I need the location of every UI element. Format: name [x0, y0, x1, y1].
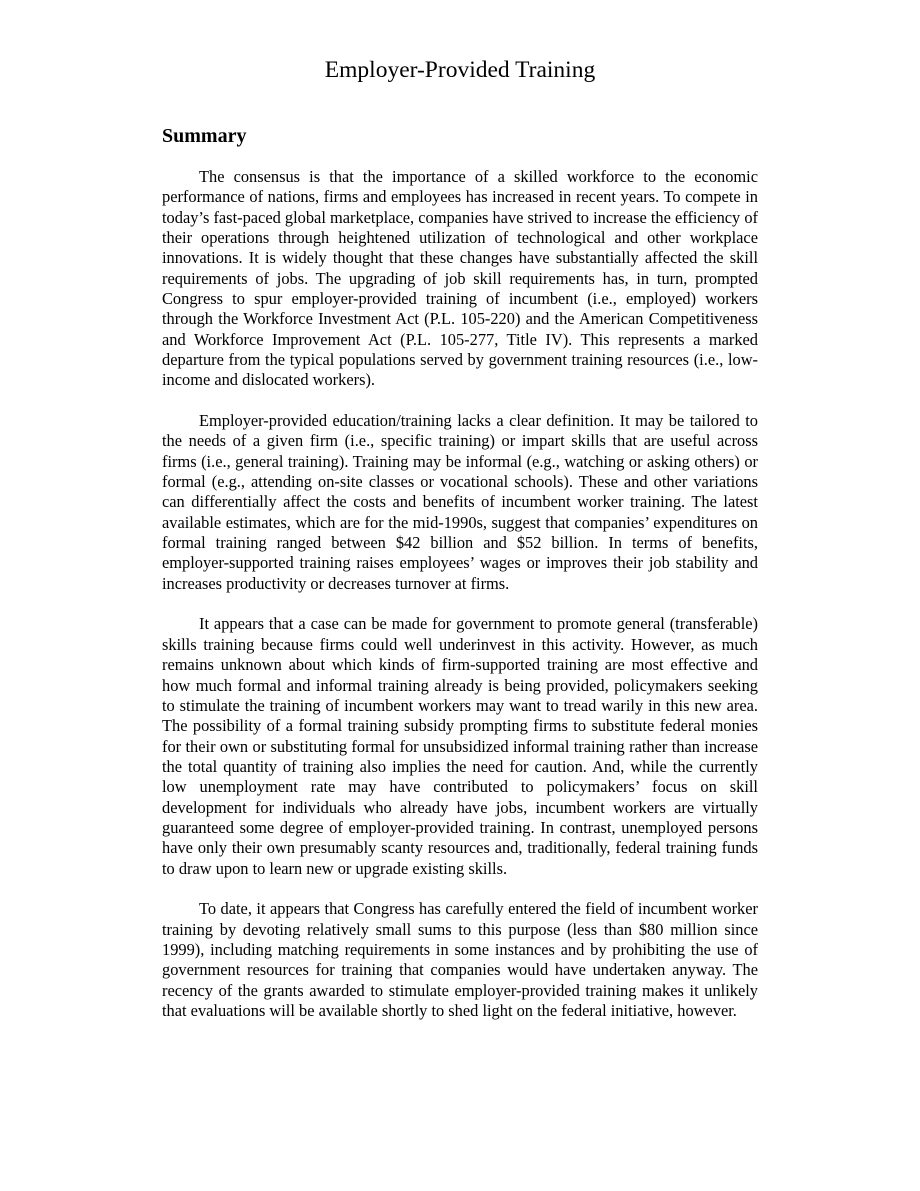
section-heading-summary: Summary [162, 125, 247, 147]
document-title: Employer-Provided Training [324, 57, 596, 83]
paragraph-3: It appears that a case can be made for government to promote general (transferable) skills training because firms could well underinvest in this activity. However, as much remains unknown about which kinds of firm-supported training are most effective and how much formal and informal training already is being provided, policymakers seeking to stimulate the training of incumbent workers may want to tread warily in this new area. The possibility of a formal training subsidy prompting firms to substitute federal monies for their own or substituting formal for unsubsidized informal training rather than increase the total quantity of training also implies the need for caution. And, while the currently low unemployment rate may have contributed to policymakers’ focus on skill development for individuals who already have jobs, incumbent workers are virtually guaranteed some degree of employer-provided training. In contrast, unemployed persons have only their own presumably scanty resources and, traditionally, federal training funds to draw upon to learn new or upgrade existing skills. [162, 614, 758, 878]
summary-body [162, 167, 758, 1042]
paragraph-1: The consensus is that the importance of a skilled workforce to the economic performance of nations, firms and employees has increased in recent years. To compete in today’s fast-paced global marketplace, companies have strived to increase the efficiency of their operations through heightened utilization of technological and other workplace innovations. It is widely thought that these changes have substantially affected the skill requirements of jobs. The upgrading of job skill requirements has, in turn, prompted Congress to spur employer-provided training of incumbent (i.e., employed) workers through the Workforce Investment Act (P.L. 105-220) and the American Competitiveness and Workforce Improvement Act (P.L. 105-277, Title IV). This represents a marked departure from the typical populations served by government training resources (i.e., low-income and dislocated workers). [162, 167, 758, 390]
paragraph-4: To date, it appears that Congress has carefully entered the field of incumbent worker training by devoting relatively small sums to this purpose (less than $80 million since 1999), including matching requirements in some instances and by prohibiting the use of government resources for training that companies would have undertaken anyway. The recency of the grants awarded to stimulate employer-provided training makes it unlikely that evaluations will be available shortly to shed light on the federal initiative, however. [162, 899, 758, 1020]
paragraph-2: Employer-provided education/training lacks a clear definition. It may be tailored to the needs of a given firm (i.e., specific training) or impart skills that are useful across firms (i.e., general training). Training may be informal (e.g., watching or asking others) or formal (e.g., attending on-site classes or vocational schools). These and other variations can differentially affect the costs and benefits of incumbent worker training. The latest available estimates, which are for the mid-1990s, suggest that companies’ expenditures on formal training ranged between $42 billion and $52 billion. In terms of benefits, employer-supported training raises employees’ wages or improves their job stability and increases productivity or decreases turnover at firms. [162, 411, 758, 593]
